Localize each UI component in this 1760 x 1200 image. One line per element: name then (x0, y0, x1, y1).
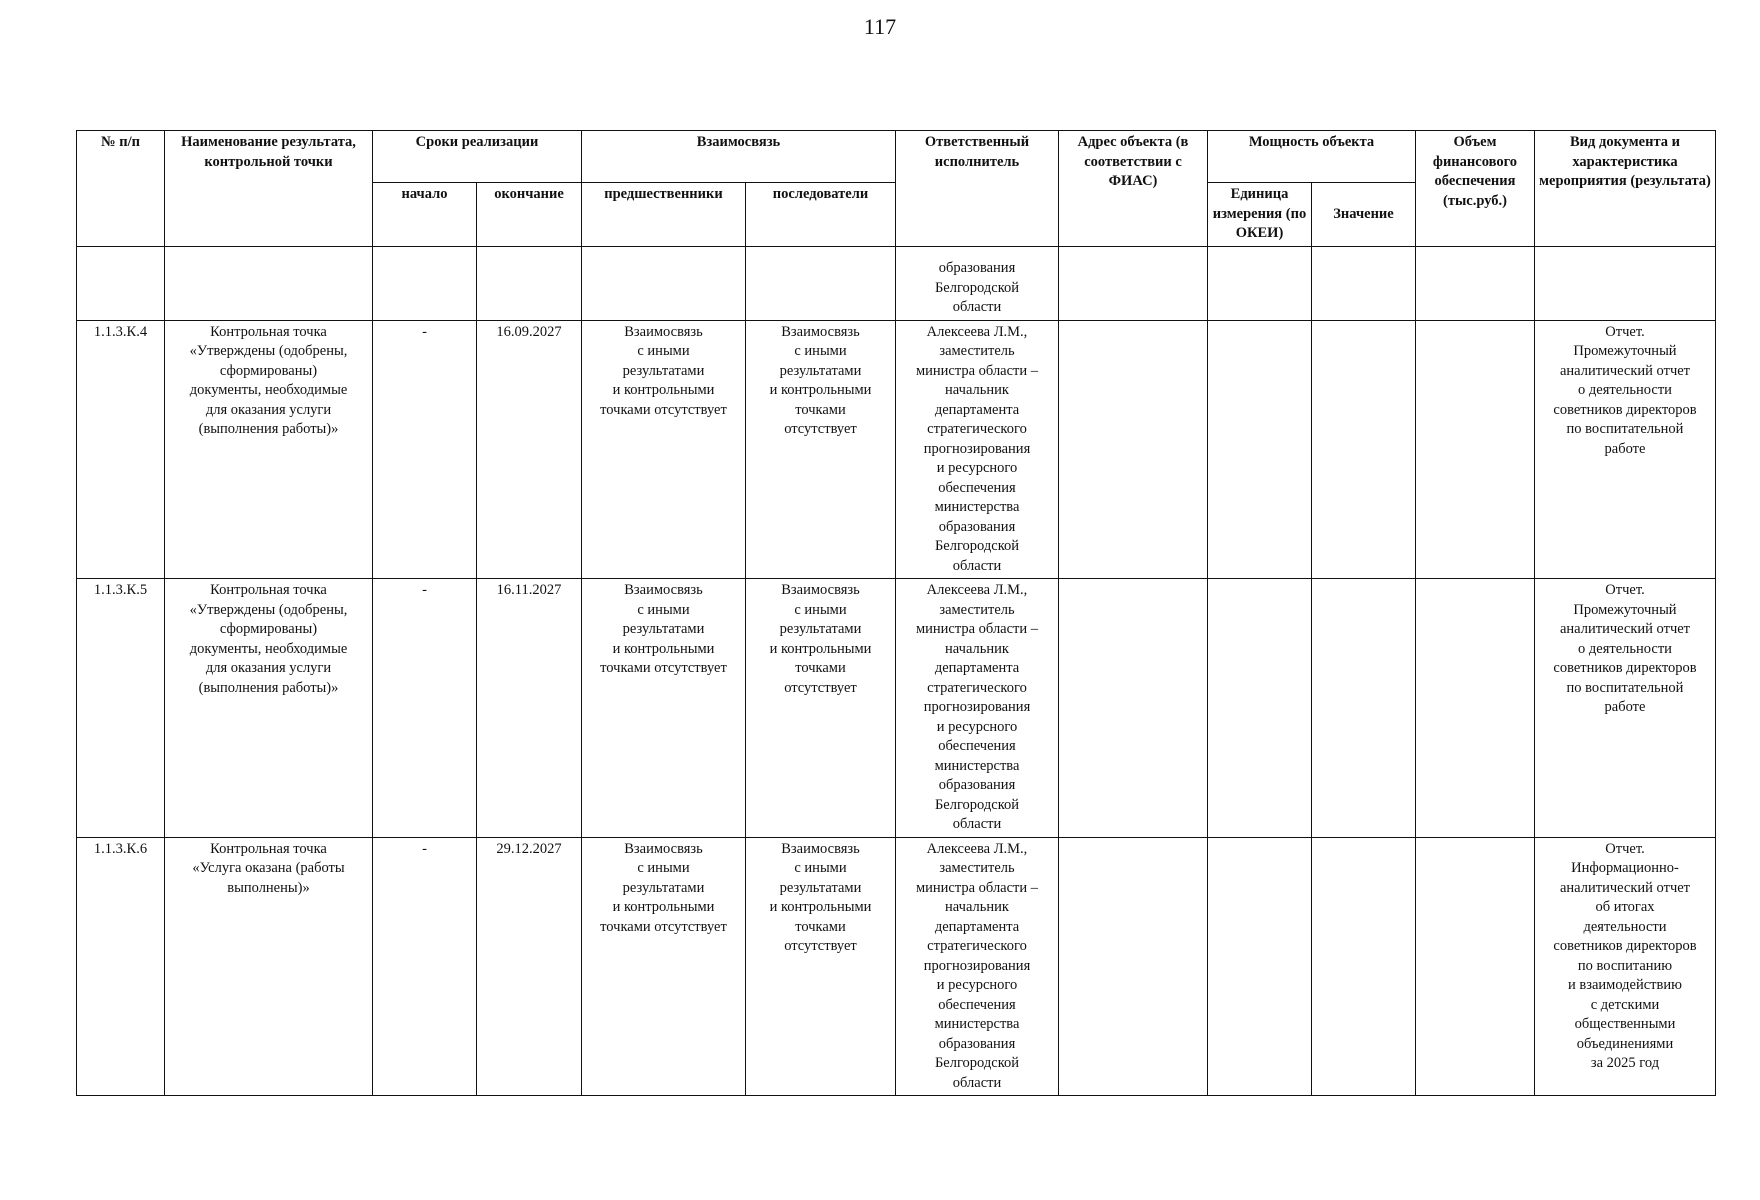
control-points-table (76, 130, 1716, 1096)
header-successors: последователи (746, 183, 896, 247)
cell-value (1312, 320, 1416, 579)
cell-name: Контрольная точка «Утверждены (одобрены, сформированы) документы, необходимые для оказания услуги (выполнения работы)» (165, 579, 373, 838)
cell-predecessors (582, 246, 746, 320)
header-address: Адрес объекта (в соответствии с ФИАС) (1059, 131, 1208, 247)
cell-address (1059, 837, 1208, 1096)
cell-name: Контрольная точка «Утверждены (одобрены, сформированы) документы, необходимые для оказания услуги (выполнения работы)» (165, 320, 373, 579)
header-link: Взаимосвязь (582, 131, 896, 183)
table-row (77, 579, 1716, 838)
cell-doc-type: Отчет. Информационно- аналитический отчет об итогах деятельности советников директоров по воспитанию и взаимодействию с детскими общественными объединениями за 2025 год (1535, 837, 1716, 1096)
header-terms: Сроки реализации (373, 131, 582, 183)
cell-successors: Взаимосвязь с иными результатами и контрольными точками отсутствует (746, 320, 896, 579)
cell-num: 1.1.3.К.6 (77, 837, 165, 1096)
cell-start (373, 246, 477, 320)
cell-num (77, 246, 165, 320)
header-start: начало (373, 183, 477, 247)
table-row (77, 837, 1716, 1096)
cell-doc-type: Отчет. Промежуточный аналитический отчет о деятельности советников директоров по воспитательной работе (1535, 320, 1716, 579)
cell-successors (746, 246, 896, 320)
cell-end: 16.11.2027 (477, 579, 582, 838)
continuation-row (77, 246, 1716, 320)
cell-name (165, 246, 373, 320)
cell-value (1312, 246, 1416, 320)
header-doc-type: Вид документа и характеристика мероприятия (результата) (1535, 131, 1716, 247)
header-predecessors: предшественники (582, 183, 746, 247)
cell-finance (1416, 246, 1535, 320)
cell-finance (1416, 320, 1535, 579)
cell-end: 29.12.2027 (477, 837, 582, 1096)
cell-name: Контрольная точка «Услуга оказана (работы выполнены)» (165, 837, 373, 1096)
cell-unit (1208, 579, 1312, 838)
cell-start: - (373, 579, 477, 838)
header-finance: Объем финансового обеспечения (тыс.руб.) (1416, 131, 1535, 247)
cell-executor: Алексеева Л.М., заместитель министра области – начальник департамента стратегического прогнозирования и ресурсного обеспечения министерства образования Белгородской области (896, 320, 1059, 579)
cell-value (1312, 837, 1416, 1096)
cell-unit (1208, 246, 1312, 320)
cell-unit (1208, 320, 1312, 579)
header-unit: Единица измерения (по ОКЕИ) (1208, 183, 1312, 247)
table-row (77, 320, 1716, 579)
cell-end: 16.09.2027 (477, 320, 582, 579)
header-num: № п/п (77, 131, 165, 247)
cell-unit (1208, 837, 1312, 1096)
cell-num: 1.1.3.К.5 (77, 579, 165, 838)
cell-doc-type (1535, 246, 1716, 320)
cell-address (1059, 246, 1208, 320)
header-value: Значение (1312, 183, 1416, 247)
header-capacity: Мощность объекта (1208, 131, 1416, 183)
cell-executor: Алексеева Л.М., заместитель министра области – начальник департамента стратегического прогнозирования и ресурсного обеспечения министерства образования Белгородской области (896, 837, 1059, 1096)
header-end: окончание (477, 183, 582, 247)
cell-address (1059, 579, 1208, 838)
cell-predecessors: Взаимосвязь с иными результатами и контрольными точками отсутствует (582, 320, 746, 579)
cell-value (1312, 579, 1416, 838)
cell-num: 1.1.3.К.4 (77, 320, 165, 579)
cell-successors: Взаимосвязь с иными результатами и контрольными точками отсутствует (746, 837, 896, 1096)
cell-successors: Взаимосвязь с иными результатами и контрольными точками отсутствует (746, 579, 896, 838)
header-executor: Ответственный исполнитель (896, 131, 1059, 247)
cell-executor: Алексеева Л.М., заместитель министра области – начальник департамента стратегического прогнозирования и ресурсного обеспечения министерства образования Белгородской области (896, 579, 1059, 838)
cell-predecessors: Взаимосвязь с иными результатами и контрольными точками отсутствует (582, 579, 746, 838)
page-number: 117 (863, 14, 897, 39)
cell-end (477, 246, 582, 320)
cell-executor: образования Белгородской области (896, 246, 1059, 320)
cell-start: - (373, 320, 477, 579)
cell-doc-type: Отчет. Промежуточный аналитический отчет о деятельности советников директоров по воспитательной работе (1535, 579, 1716, 838)
cell-finance (1416, 837, 1535, 1096)
cell-finance (1416, 579, 1535, 838)
table-header (77, 131, 1716, 247)
cell-start: - (373, 837, 477, 1096)
cell-predecessors: Взаимосвязь с иными результатами и контрольными точками отсутствует (582, 837, 746, 1096)
header-name: Наименование результата, контрольной точки (165, 131, 373, 247)
cell-address (1059, 320, 1208, 579)
